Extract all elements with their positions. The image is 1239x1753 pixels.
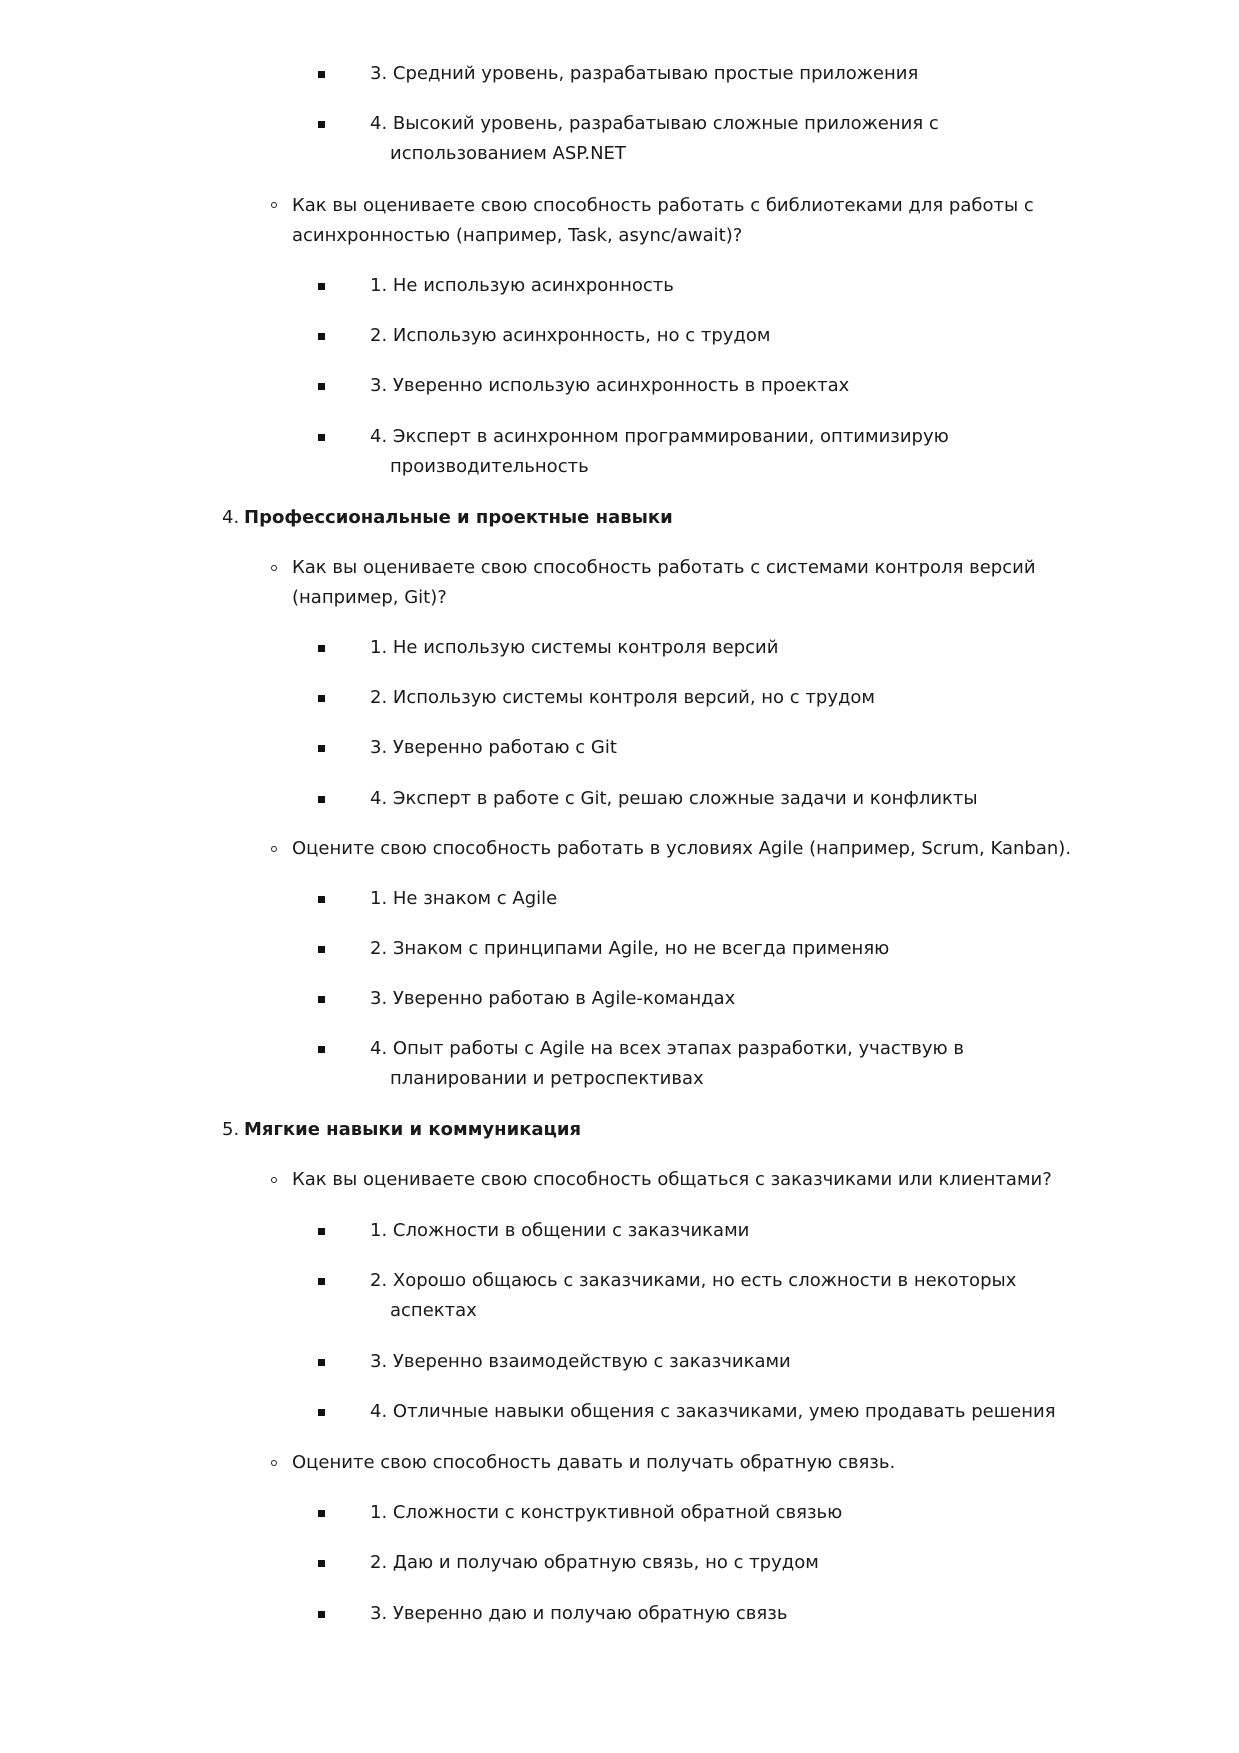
list-item: 4. Отличные навыки общения с заказчиками, умею продавать решения (370, 1401, 1056, 1422)
list-item: 3. Уверенно работаю в Agile-командах (370, 988, 736, 1009)
list-item: 1. Не использую системы контроля версий (370, 637, 779, 658)
circle-bullet-icon (271, 565, 277, 571)
list-item-continuation: использованием ASP.NET (390, 143, 626, 164)
square-bullet-icon (318, 695, 325, 702)
list-item: 2. Использую системы контроля версий, но с трудом (370, 687, 876, 708)
list-item: 1. Сложности в общении с заказчиками (370, 1220, 750, 1241)
square-bullet-icon (318, 1409, 325, 1416)
square-bullet-icon (318, 1611, 325, 1618)
list-item: 2. Знаком с принципами Agile, но не всегда применяю (370, 938, 890, 959)
square-bullet-icon (318, 796, 325, 803)
list-item: 2. Хорошо общаюсь с заказчиками, но есть сложности в некоторых (370, 1270, 1017, 1291)
square-bullet-icon (318, 333, 325, 340)
question-text-continuation: асинхронностью (например, Task, async/await)? (292, 225, 743, 246)
square-bullet-icon (318, 745, 325, 752)
square-bullet-icon (318, 645, 325, 652)
circle-bullet-icon (271, 202, 277, 208)
list-item-continuation: аспектах (390, 1300, 477, 1321)
list-item: 1. Не использую асинхронность (370, 275, 674, 296)
square-bullet-icon (318, 1278, 325, 1285)
list-item-continuation: производительность (390, 456, 589, 477)
section-title: Профессиональные и проектные навыки (244, 507, 673, 528)
square-bullet-icon (318, 283, 325, 290)
circle-bullet-icon (271, 846, 277, 852)
list-item: 2. Использую асинхронность, но с трудом (370, 325, 771, 346)
section-number: 5. (222, 1119, 240, 1140)
square-bullet-icon (318, 946, 325, 953)
section-number: 4. (222, 507, 240, 528)
square-bullet-icon (318, 434, 325, 441)
list-item: 4. Эксперт в работе с Git, решаю сложные задачи и конфликты (370, 788, 978, 809)
list-item: 3. Уверенно взаимодействую с заказчиками (370, 1351, 791, 1372)
square-bullet-icon (318, 896, 325, 903)
square-bullet-icon (318, 1046, 325, 1053)
list-item: 4. Опыт работы с Agile на всех этапах разработки, участвую в (370, 1038, 964, 1059)
square-bullet-icon (318, 996, 325, 1003)
question-text: Как вы оцениваете свою способность работать с библиотеками для работы с (292, 195, 1034, 216)
question-text-continuation: (например, Git)? (292, 587, 447, 608)
square-bullet-icon (318, 1510, 325, 1517)
circle-bullet-icon (271, 1460, 277, 1466)
list-item: 3. Средний уровень, разрабатываю простые приложения (370, 63, 919, 84)
list-item-continuation: планировании и ретроспективах (390, 1068, 704, 1089)
square-bullet-icon (318, 121, 325, 128)
square-bullet-icon (318, 1359, 325, 1366)
list-item: 4. Высокий уровень, разрабатываю сложные приложения с (370, 113, 939, 134)
list-item: 3. Уверенно работаю с Git (370, 737, 617, 758)
circle-bullet-icon (271, 1177, 277, 1183)
question-text: Оцените свою способность давать и получать обратную связь. (292, 1452, 896, 1473)
square-bullet-icon (318, 1560, 325, 1567)
list-item: 4. Эксперт в асинхронном программировании, оптимизирую (370, 426, 949, 447)
list-item: 2. Даю и получаю обратную связь, но с трудом (370, 1552, 819, 1573)
list-item: 1. Сложности с конструктивной обратной связью (370, 1502, 843, 1523)
list-item: 1. Не знаком с Agile (370, 888, 558, 909)
square-bullet-icon (318, 71, 325, 78)
list-item: 3. Уверенно использую асинхронность в проектах (370, 375, 850, 396)
question-text: Оцените свою способность работать в условиях Agile (например, Scrum, Kanban). (292, 838, 1072, 859)
question-text: Как вы оцениваете свою способность общаться с заказчиками или клиентами? (292, 1169, 1052, 1190)
square-bullet-icon (318, 383, 325, 390)
section-title: Мягкие навыки и коммуникация (244, 1119, 582, 1140)
square-bullet-icon (318, 1228, 325, 1235)
question-text: Как вы оцениваете свою способность работать с системами контроля версий (292, 557, 1036, 578)
list-item: 3. Уверенно даю и получаю обратную связь (370, 1603, 788, 1624)
